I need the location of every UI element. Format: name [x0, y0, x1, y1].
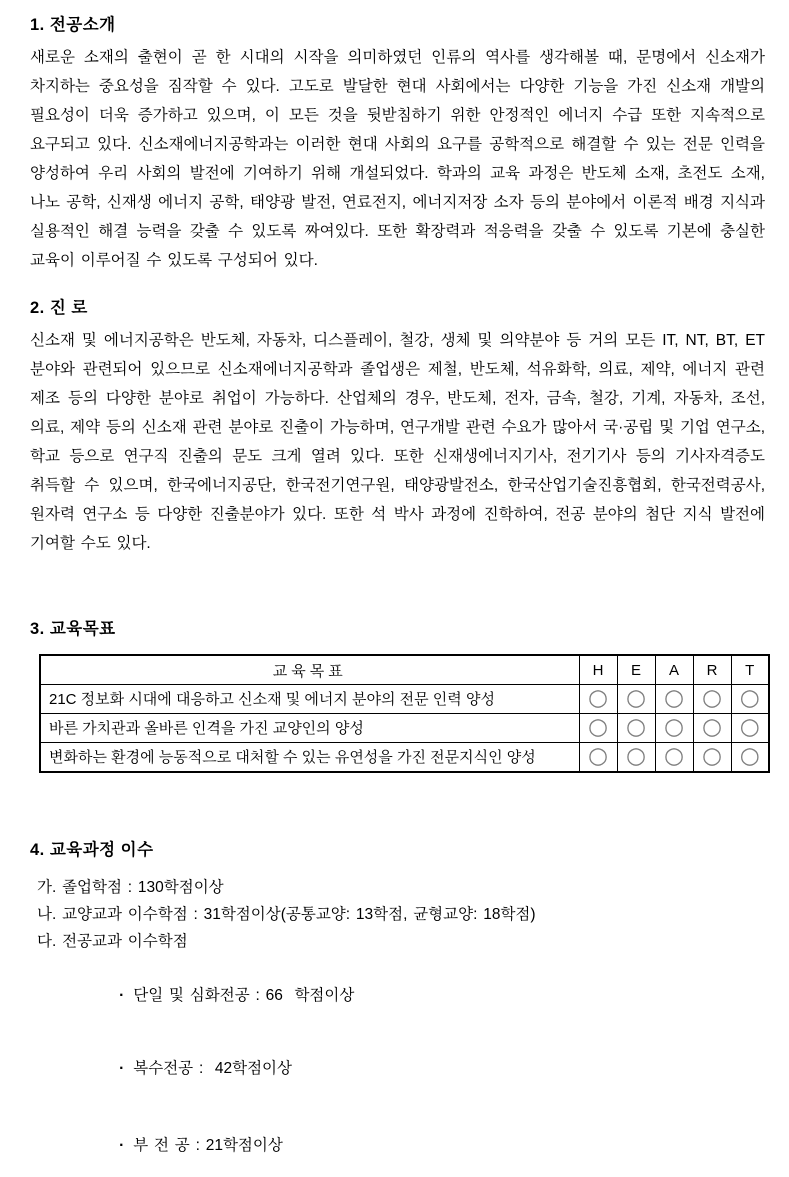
circle-mark-icon: ○ [701, 743, 723, 769]
circle-mark-icon: ○ [625, 743, 647, 769]
circle-mark-icon: ○ [625, 685, 647, 711]
bullet-dot-icon: · [119, 1137, 125, 1154]
bullet-text: 단일 및 심화전공 : 66 학점이상 [133, 987, 355, 1004]
objectives-column-header: 교육목표 [40, 655, 579, 685]
bullet-text: 부 전 공 : 21학점이상 [133, 1137, 283, 1154]
section-curriculum-completion [30, 839, 765, 1177]
rating-column-e: E [617, 655, 655, 685]
circle-mark-icon: ○ [739, 714, 760, 740]
circle-mark-icon: ○ [625, 714, 647, 740]
rating-column-a: A [655, 655, 693, 685]
section-career-path [30, 297, 765, 558]
bullet-single-intensive-major [61, 964, 765, 1027]
section-2-paragraph: 신소재 및 에너지공학은 반도체, 자동차, 디스플레이, 철강, 생체 및 의약분야 등 거의 모든 IT, NT, BT, ET 분야와 관련되어 있으므로 신소재에너지공학과 졸업생은 제철, 반도체, 석유화학, 의료, 제약, 에너지 관련 제조 등의 다양한 분야로 취업이 가능하다. 산업체의 경우, 반도체, 전자, 금속, 철강, 기계, 자동차, 조선, 의료, 제약 등의 신소재 관련 분야로 진출이 가능하며, 연구개발 관련 수요가 많아서 국·공립 및 기업 연구소, 학교 등으로 연구직 진출의 문도 크게 열려 있다. 또한 신재생에너지기사, 전기기사 등의 기사자격증도 취득할 수 있으며, 한국에너지공단, 한국전기연구원, 태양광발전소, 한국산업기술진흥협회, 한국전력공사, 원자력 연구소 등 다양한 진출분야가 있다. 또한 석 박사 과정에 진학하여, 전공 분야의 첨단 지식 발전에 기여할 수도 있다. [30, 332, 765, 552]
bullet-double-major [61, 1037, 765, 1100]
table-row [40, 714, 769, 743]
circle-mark-icon: ○ [701, 685, 723, 711]
circle-mark-icon: ○ [663, 685, 685, 711]
objective-text: 21C 정보화 시대에 대응하고 신소재 및 에너지 분야의 전문 인력 양성 [40, 685, 579, 714]
bullet-dot-icon: · [119, 987, 125, 1004]
circle-mark-icon: ○ [587, 685, 609, 711]
table-row [40, 743, 769, 773]
section-3-heading: 3. 교육목표 [30, 620, 116, 638]
bullet-dot-icon: · [119, 1060, 125, 1077]
circle-mark-icon: ○ [701, 714, 723, 740]
section-education-objectives [30, 618, 765, 773]
section-major-intro [30, 14, 765, 275]
circle-mark-icon: ○ [739, 743, 760, 769]
rating-column-r: R [693, 655, 731, 685]
objective-text: 변화하는 환경에 능동적으로 대처할 수 있는 유연성을 가진 전문지식인 양성 [40, 743, 579, 773]
section-1-heading: 1. 전공소개 [30, 16, 116, 34]
objectives-table-header-row [40, 655, 769, 685]
circle-mark-icon: ○ [587, 714, 609, 740]
list-item-liberal-arts-credits: 나. 교양교과 이수학점 : 31학점이상(공통교양: 13학점, 균형교양: 18학점) [37, 906, 536, 923]
list-item-graduation-credits: 가. 졸업학점 : 130학점이상 [37, 879, 224, 896]
objectives-table [39, 654, 770, 773]
rating-column-t: T [731, 655, 769, 685]
list-item-major-credits: 다. 전공교과 이수학점 [37, 933, 188, 950]
circle-mark-icon: ○ [663, 743, 685, 769]
major-credit-bullets [30, 964, 765, 1177]
section-4-heading: 4. 교육과정 이수 [30, 841, 154, 859]
objective-text: 바른 가치관과 올바른 인격을 가진 교양인의 양성 [40, 714, 579, 743]
bullet-text: 복수전공 : 42학점이상 [133, 1060, 293, 1077]
rating-column-h: H [579, 655, 617, 685]
requirement-list [30, 874, 765, 1177]
section-1-paragraph: 새로운 소재의 출현이 곧 한 시대의 시작을 의미하였던 인류의 역사를 생각해볼 때, 문명에서 신소재가 차지하는 중요성을 짐작할 수 있다. 고도로 발달한 현대 사회에서는 다양한 기능을 가진 신소재 개발의 필요성이 더욱 증가하고 있으며, 이 모든 것을 뒷받침하기 위한 안정적인 에너지 수급 또한 지속적으로 요구되고 있다. 신소재에너지공학과는 이러한 현대 사회의 요구를 공학적으로 해결할 수 있는 전문 인력을 양성하여 우리 사회의 발전에 기여하기 위해 개설되었다. 학과의 교육 과정은 반도체 소재, 초전도 소재, 나노 공학, 신재생 에너지 공학, 태양광 발전, 연료전지, 에너지저장 소자 등의 분야에서 이론적 배경 지식과 실용적인 해결 능력을 갖출 수 있도록 짜여있다. 또한 확장력과 적응력을 갖출 수 있도록 기본에 충실한 교육이 이루어질 수 있도록 구성되어 있다. [30, 49, 765, 269]
circle-mark-icon: ○ [587, 743, 609, 769]
table-row [40, 685, 769, 714]
bullet-minor [61, 1114, 765, 1177]
circle-mark-icon: ○ [663, 714, 685, 740]
section-2-heading: 2. 진 로 [30, 299, 88, 317]
circle-mark-icon: ○ [739, 685, 760, 711]
